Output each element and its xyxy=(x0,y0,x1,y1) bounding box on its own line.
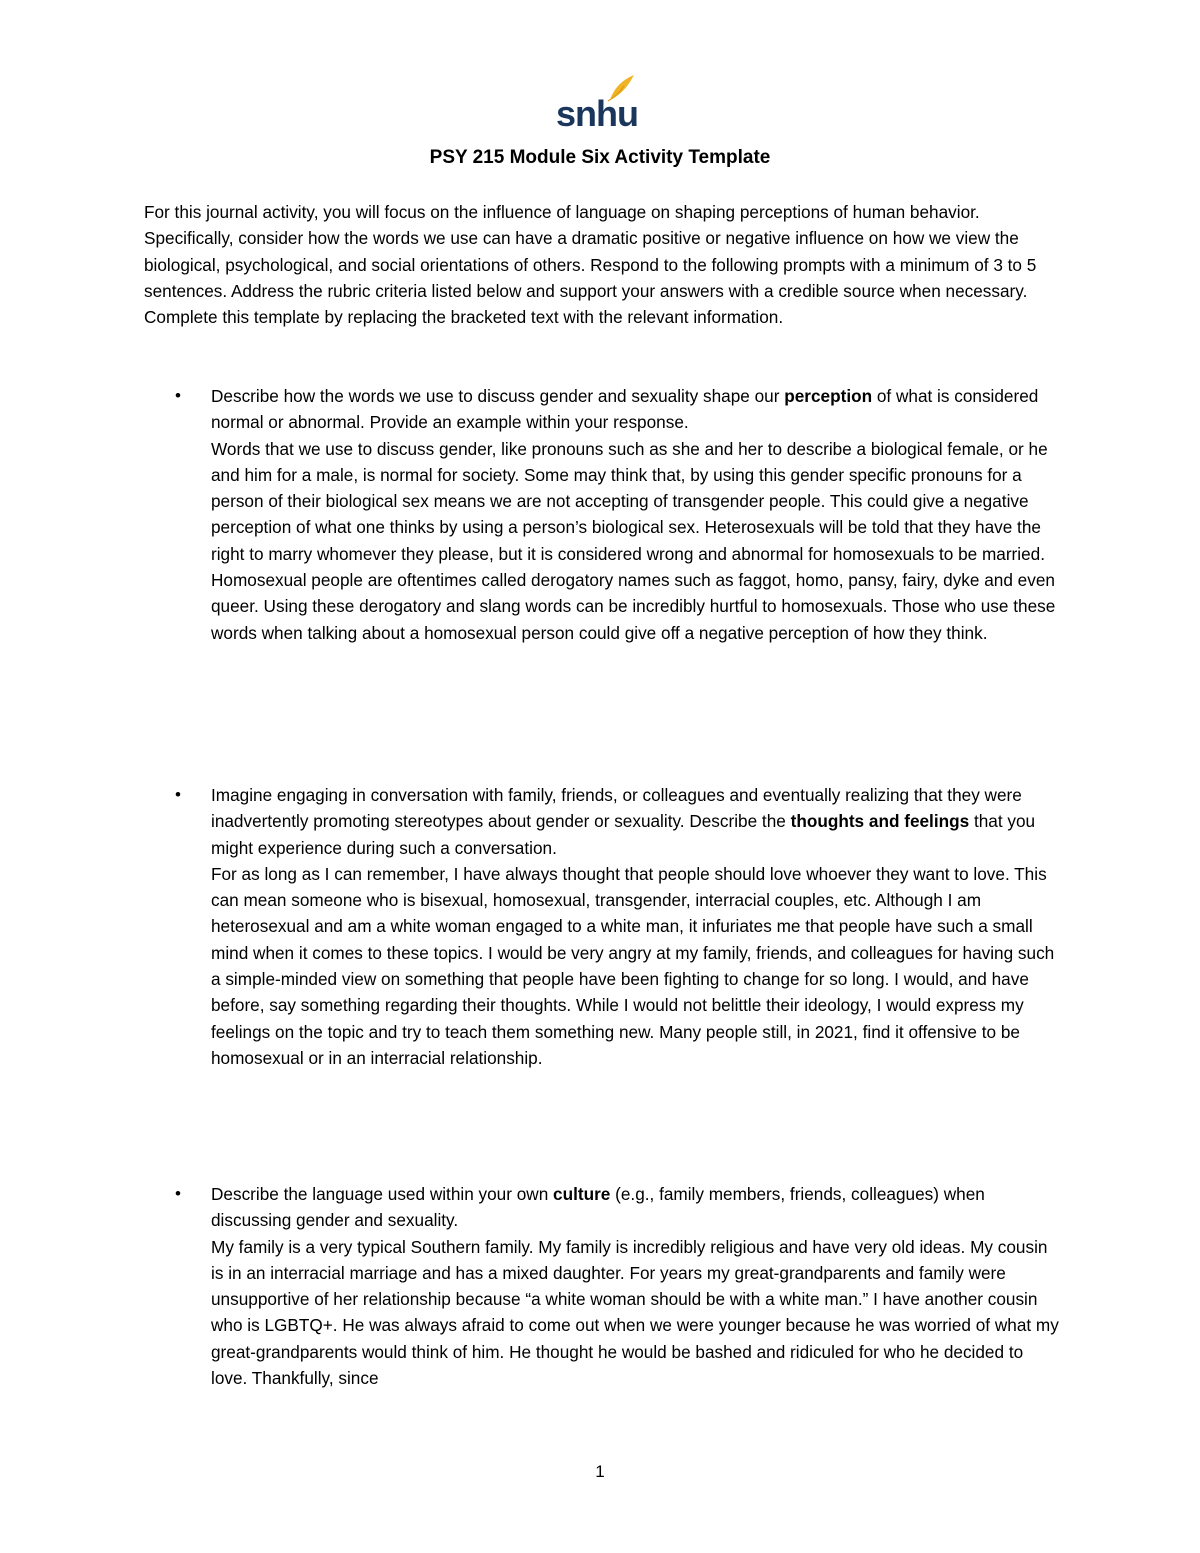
bullet-icon: • xyxy=(175,1184,181,1203)
prompt-emphasis: perception xyxy=(784,386,873,406)
prompt-text-part: that you might experience during such a conversation. xyxy=(211,811,1036,858)
logo-wordmark: snhu xyxy=(556,93,638,134)
prompt-text xyxy=(211,782,1061,861)
response-text: My family is a very typical Southern family. My family is incredibly religious and have very old ideas. My cousin is in an interracial marriage and has a mixed daughter. For years my great-grandparents and family were unsupportive of her relationship because “a white woman should be with a white man.” I have another cousin who is LGBTQ+. He was always afraid to come out when we were younger because he was worried of what my great-grandparents would think of him. He thought he would be bashed and ridiculed for who he decided to love. Thankfully, since xyxy=(211,1236,1059,1389)
list-item xyxy=(175,1181,1061,1391)
prompt-text-part: (e.g., family members, friends, colleagues) when discussing gender and sexuality. xyxy=(211,1184,985,1231)
list-item xyxy=(175,383,1061,646)
prompt-text-part: Describe how the words we use to discuss gender and sexuality shape our xyxy=(211,386,785,406)
prompt-text-part: Describe the language used within your own xyxy=(211,1184,554,1204)
bullet-icon: • xyxy=(175,785,181,804)
prompt-text-part: Imagine engaging in conversation with family, friends, or colleagues and eventually realizing that they were inadvertently promoting stereotypes about gender or sexuality. Describe the xyxy=(211,785,1022,832)
response-text: For as long as I can remember, I have always thought that people should love whoever they want to love. This can mean someone who is bisexual, homosexual, transgender, interracial couples, etc. Although I am heterosexual and am a white woman engaged to a white man, it infuriates me that people have such a small mind when it comes to these topics. I would be very angry at my family, friends, and colleagues for having such a simple-minded view on something that people have been fighting to change for so long. I would, and have before, say something regarding their thoughts. While I would not belittle their ideology, I would express my feelings on the topic and try to teach them something new. Many people still, in 2021, find it offensive to be homosexual or in an interracial relationship. xyxy=(211,863,1055,1068)
bullet-icon: • xyxy=(175,386,181,405)
prompt-text-part: of what is considered normal or abnormal. Provide an example within your response. xyxy=(211,386,1039,433)
list-item xyxy=(175,782,1061,1071)
document-title: PSY 215 Module Six Activity Template xyxy=(429,147,771,168)
page-number: 1 xyxy=(595,1462,605,1481)
prompt-emphasis: culture xyxy=(553,1184,611,1204)
prompt-emphasis: thoughts and feelings xyxy=(790,811,970,832)
intro-paragraph: For this journal activity, you will focus on the influence of language on shaping perceptions of human behavior. Specifically, consider how the words we use can have a dramatic positive or negative influence on how we view the biological, psychological, and social orientations of others. Respond to the following prompts with a minimum of 3 to 5 sentences. Address the rubric criteria listed below and support your answers with a credible source when necessary. Complete this template by replacing the bracketed text with the relevant information. xyxy=(144,202,1037,328)
response-text: Words that we use to discuss gender, like pronouns such as she and her to describe a biological female, or he and him for a male, is normal for society. Some may think that, by using this gender specific pronouns for a person of their biological sex means we are not accepting of transgender people. This could give a negative perception of what one thinks by using a person’s biological sex. Heterosexuals will be told that they have the right to marry whomever they please, but it is considered wrong and abnormal for homosexuals to be married. Homosexual people are oftentimes called derogatory names such as faggot, homo, pansy, fairy, dyke and even queer. Using these derogatory and slang words can be incredibly hurtful to homosexuals. Those who use these words when talking about a homosexual person could give off a negative perception of how they think. xyxy=(211,438,1056,643)
prompt-text xyxy=(211,383,1061,436)
prompt-text xyxy=(211,1181,1061,1234)
snhu-logo xyxy=(556,74,638,132)
